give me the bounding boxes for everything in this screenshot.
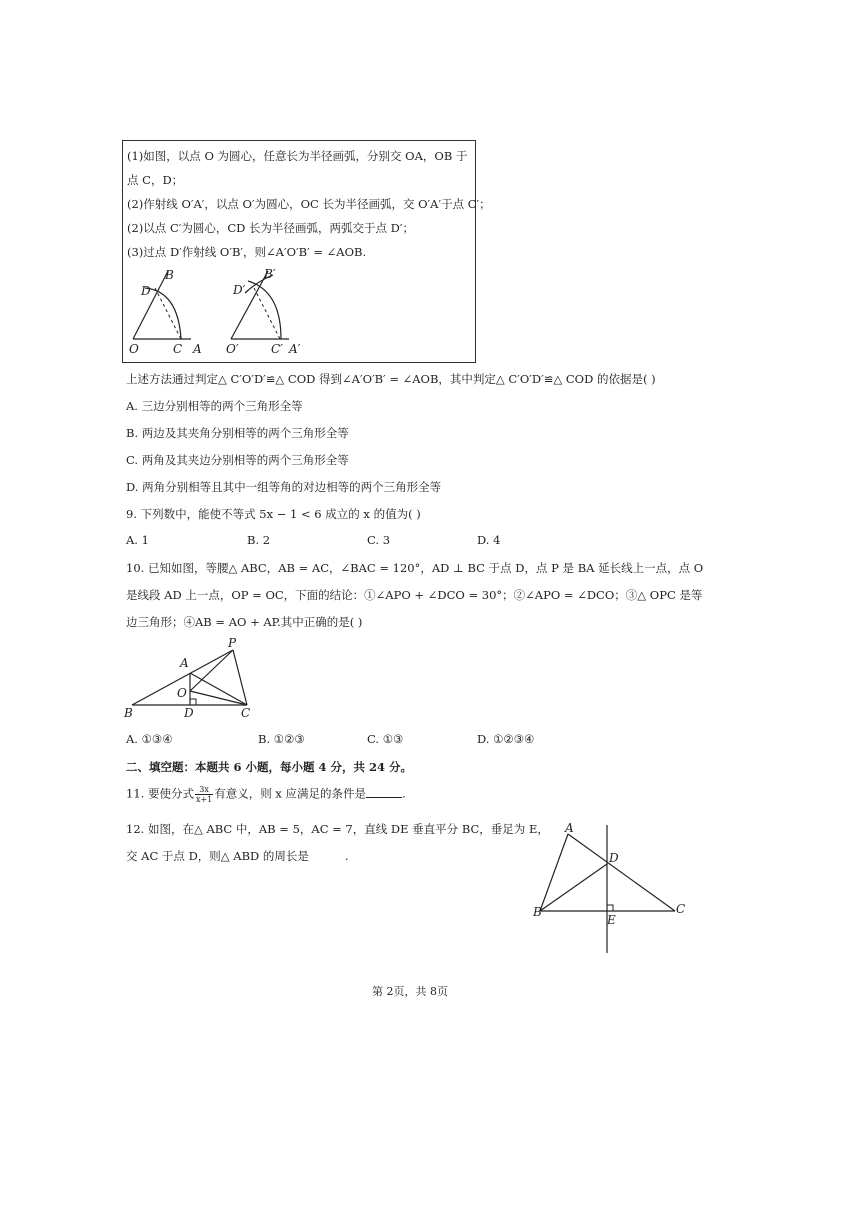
q12-label-c: C [676,902,686,916]
fig2-label-b1: B′ [264,267,276,281]
q12-label-e: E [607,913,616,927]
q10-stem-1: 10. 已知如图，等腰△ ABC，AB = AC，∠BAC = 120°，AD ⊥ BC 于点 D，点 P 是 BA 延长线上一点，点 O [126,561,704,575]
q10-label-c: C [241,706,251,720]
section-2-heading: 二、填空题：本题共 6 小题，每小题 4 分，共 24 分。 [126,760,413,774]
q8-option-a: A. 三边分别相等的两个三角形全等 [126,399,303,413]
q10-option-b: B. ①②③ [258,732,305,746]
q9-option-a: A. 1 [126,533,149,547]
q8-option-d: D. 两角分别相等且其中一组等角的对边相等的两个三角形全等 [126,480,442,494]
box-step2b: (2)以点 C′为圆心，CD 长为半径画弧，两弧交于点 D′； [127,221,415,235]
q11-answer-blank [366,787,402,798]
q8-stem: 上述方法通过判定△ C′O′D′≌△ COD 得到∠A′O′B′ = ∠AOB，其中判定△ C′O′D′≌△ COD 的依据是( ) [126,372,656,386]
q11-denominator: x+1 [195,795,213,804]
q10-label-p: P [228,636,237,650]
fig1-label-c: C [173,342,183,356]
q12-figure [530,820,690,955]
q10-label-a: A [180,656,189,670]
figure-angle-aob [129,268,202,356]
q12-label-a: A [565,821,574,835]
q10-option-a: A. ①③④ [126,732,173,746]
fig1-label-d: D [141,284,151,298]
q11-end: . [402,786,406,801]
box-step3: (3)过点 D′作射线 O′B′，则∠A′O′B′ = ∠AOB. [127,245,367,259]
q9-option-c: C. 3 [367,533,391,547]
q10-label-d: D [184,706,194,720]
q12-line-2: 交 AC 于点 D，则△ ABD 的周长是 [126,849,309,863]
box-step1b: 点 C，D； [127,173,184,187]
q10-figure [120,636,260,721]
fig2-label-c1: C′ [271,342,283,356]
q12-label-d: D [609,851,619,865]
q12-line-2-wrap [126,848,349,864]
q12-end: . [344,849,349,863]
q9-option-b: B. 2 [247,533,271,547]
page-footer: 第 2页，共 8页 [372,985,448,998]
fig2-label-a1: A′ [289,342,301,356]
q10-label-o: O [177,686,187,700]
fig2-label-o1: O′ [226,342,239,356]
box-step1a: (1)如图，以点 O 为圆心，任意长为半径画弧，分别交 OA，OB 于 [127,149,468,163]
q11-post: 有意义，则 x 应满足的条件是 [214,786,367,801]
q10-stem-2: 是线段 AD 上一点，OP = OC，下面的结论：①∠APO + ∠DCO = 30°；②∠APO = ∠DCO；③△ OPC 是等 [126,588,703,602]
q8-option-b: B. 两边及其夹角分别相等的两个三角形全等 [126,426,349,440]
q11-pre: 11. 要使分式 [126,786,194,801]
q10-option-c: C. ①③ [367,732,404,746]
q12-answer-blank [309,850,345,860]
q9-option-d: D. 4 [477,533,501,547]
fig2-label-d1: D′ [233,283,246,297]
figure-angle-a1o1b1 [226,267,301,356]
fig1-label-a: A [193,342,202,356]
fig1-label-o: O [129,342,139,356]
q11-fraction [195,785,213,804]
box-step2a: (2)作射线 O′A′，以点 O′为圆心，OC 长为半径画弧，交 O′A′于点 C′； [127,197,491,211]
q11-line [126,785,406,804]
fig1-label-b: B [165,268,174,282]
q11-numerator: 3x [195,785,213,795]
q8-option-c: C. 两角及其夹边分别相等的两个三角形全等 [126,453,349,467]
q10-option-d: D. ①②③④ [477,732,535,746]
q10-label-b: B [124,706,133,720]
q12-label-b: B [533,905,542,919]
q9-stem: 9. 下列数中，能使不等式 5x − 1 < 6 成立的 x 的值为( ) [126,507,421,521]
q12-line-1: 12. 如图，在△ ABC 中，AB = 5，AC = 7，直线 DE 垂直平分 BC，垂足为 E， [126,822,549,836]
q10-stem-3: 边三角形；④AB = AO + AP.其中正确的是( ) [126,615,363,629]
